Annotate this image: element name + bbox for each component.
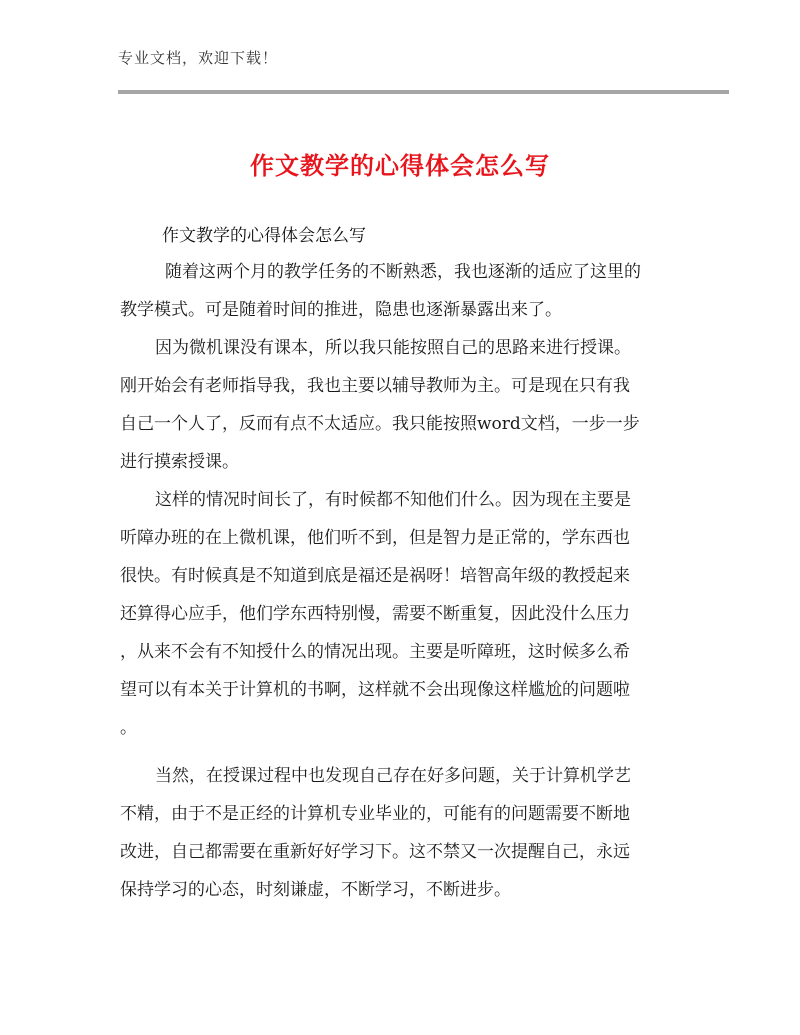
body-line: 望可以有本关于计算机的书啊，这样就不会出现像这样尴尬的问题啦 [120,680,630,700]
body-line: 这样的情况时间长了，有时候都不知他们什么。因为现在主要是 [155,490,631,510]
page-header-text: 专业文档，欢迎下载！ [118,49,279,67]
body-line: 还算得心应手，他们学东西特别慢，需要不断重复，因此没什么压力 [120,604,630,624]
body-line: 进行摸索授课。 [120,452,239,472]
body-line: 。 [120,718,137,738]
body-line: 改进，自己都需要在重新好好学习下。这不禁又一次提醒自己，永远 [120,842,630,862]
body-line: 刚开始会有老师指导我，我也主要以辅导教师为主。可是现在只有我 [120,376,630,396]
body-line: 当然，在授课过程中也发现自己存在好多问题，关于计算机学艺 [155,766,631,786]
body-line: 因为微机课没有课本，所以我只能按照自己的思路来进行授课。 [155,338,631,358]
body-line: 不精，由于不是正经的计算机专业毕业的，可能有的问题需要不断地 [120,804,630,824]
body-line: 听障办班的在上微机课，他们听不到，但是智力是正常的，学东西也 [120,528,630,548]
body-line: 教学模式。可是随着时间的推进，隐患也逐渐暴露出来了。 [120,300,562,320]
header-divider [118,90,729,94]
body-line: 保持学习的心态，时刻谦虚，不断学习，不断进步。 [120,880,511,900]
document-title: 作文教学的心得体会怎么写 [250,152,550,180]
body-line: 很快。有时候真是不知道到底是福还是祸呀！培智高年级的教授起来 [120,566,630,586]
document-subtitle: 作文教学的心得体会怎么写 [162,226,366,246]
body-line: ，从来不会有不知授什么的情况出现。主要是听障班，这时候多么希 [120,642,630,662]
body-line: 自己一个人了，反而有点不太适应。我只能按照word文档，一步一步 [120,414,640,434]
body-line: 随着这两个月的教学任务的不断熟悉，我也逐渐的适应了这里的 [165,262,641,282]
